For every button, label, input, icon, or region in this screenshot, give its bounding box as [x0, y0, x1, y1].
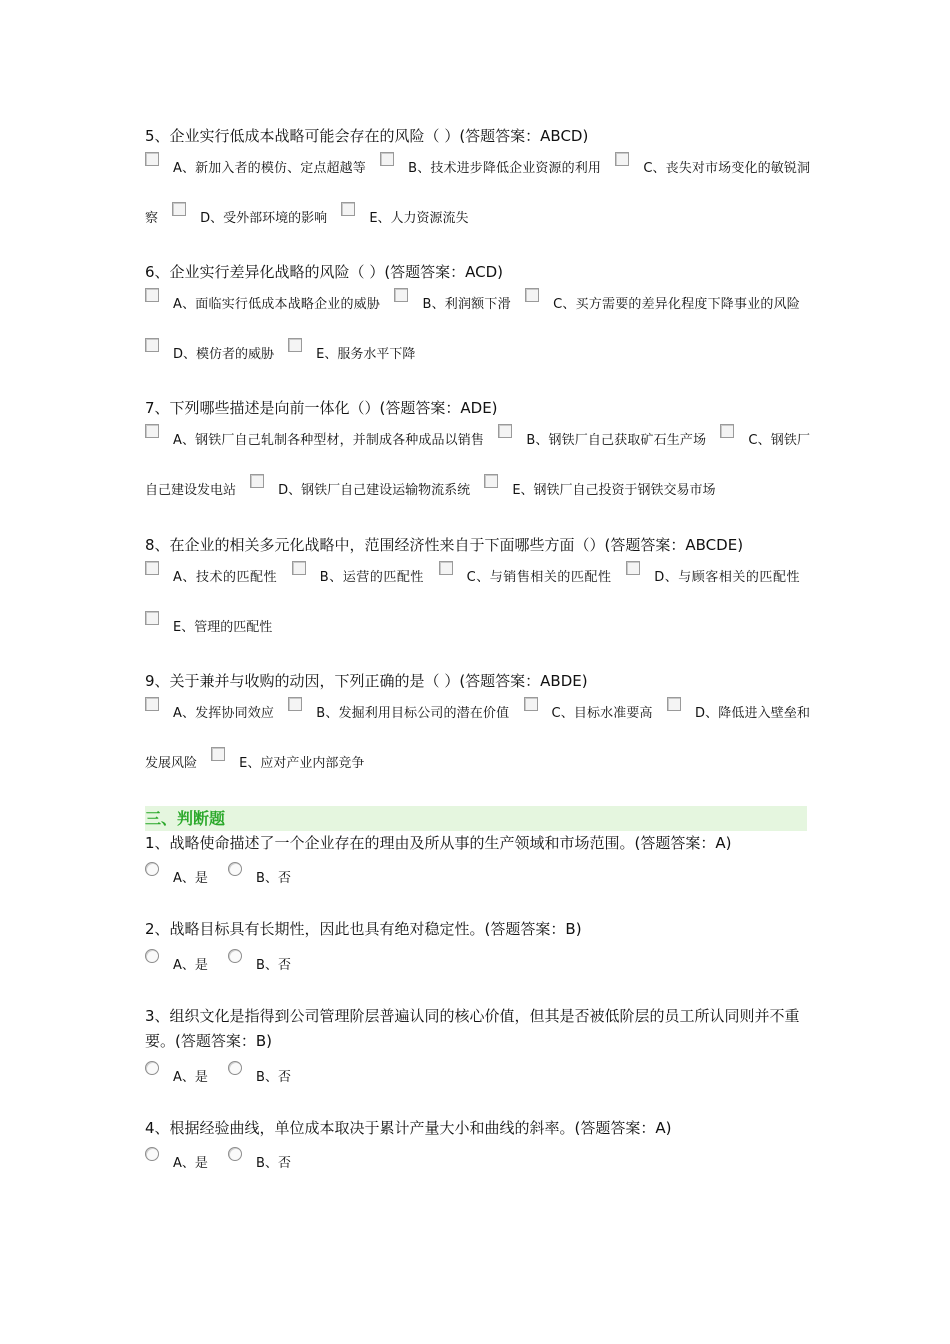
checkbox-6c[interactable]	[525, 288, 539, 302]
option-9a: A、发挥协同效应	[173, 706, 274, 721]
judgment-3: 3、组织文化是指得到公司管理阶层普遍认同的核心价值，但其是否被低阶层的员工所认同则并不重要。(答题答案：B)	[145, 1007, 800, 1050]
radio-2b[interactable]	[228, 949, 242, 963]
option-6e: E、服务水平下降	[316, 347, 416, 362]
judgment-1-option-b: B、否	[256, 871, 291, 886]
checkbox-8b[interactable]	[292, 561, 306, 575]
question-6-options	[145, 280, 810, 380]
judgment-1-option-a: A、是	[173, 871, 208, 886]
option-6d: D、模仿者的威胁	[173, 347, 275, 362]
option-8c: C、与销售相关的匹配性	[466, 570, 612, 585]
option-8b: B、运营的匹配性	[319, 570, 424, 585]
question-7-options	[145, 416, 810, 516]
option-5b: B、技术进步降低企业资源的利用	[408, 161, 602, 176]
option-9b: B、发掘利用目标公司的潜在价值	[316, 706, 510, 721]
checkbox-9d[interactable]	[667, 697, 681, 711]
checkbox-8d[interactable]	[626, 561, 640, 575]
checkbox-9b[interactable]	[288, 697, 302, 711]
judgment-4-option-a: A、是	[173, 1156, 208, 1171]
option-7a: A、钢铁厂自己轧制各种型材，并制成各种成品以销售	[173, 433, 485, 448]
option-5e: E、人力资源流失	[369, 211, 469, 226]
checkbox-8c[interactable]	[439, 561, 453, 575]
option-5d: D、受外部环境的影响	[200, 211, 328, 226]
checkbox-6d[interactable]	[145, 338, 159, 352]
checkbox-7b[interactable]	[498, 424, 512, 438]
option-8e: E、管理的匹配性	[173, 620, 273, 635]
judgment-2-option-a: A、是	[173, 958, 208, 973]
radio-1a[interactable]	[145, 862, 159, 876]
option-6a: A、面临实行低成本战略企业的威胁	[173, 297, 381, 312]
radio-4a[interactable]	[145, 1147, 159, 1161]
checkbox-8a[interactable]	[145, 561, 159, 575]
question-6: 6、企业实行差异化战略的风险（ ）(答题答案：ACD)	[145, 263, 504, 281]
option-6c: C、买方需要的差异化程度下降事业的风险	[553, 297, 801, 312]
checkbox-7c[interactable]	[720, 424, 734, 438]
judgment-2-options	[145, 949, 545, 978]
option-9e: E、应对产业内部竞争	[239, 756, 365, 771]
question-8-options	[145, 553, 810, 653]
judgment-3-options	[145, 1061, 545, 1090]
judgment-2-option-b: B、否	[256, 958, 291, 973]
checkbox-5b[interactable]	[380, 152, 394, 166]
question-9-options	[145, 689, 810, 789]
option-6b: B、利润额下滑	[422, 297, 511, 312]
checkbox-7e[interactable]	[484, 474, 498, 488]
option-7d: D、钢铁厂自己建设运输物流系统	[278, 483, 471, 498]
option-5a: A、新加入者的模仿、定点超越等	[173, 161, 366, 176]
question-5-options	[145, 144, 810, 244]
judgment-1: 1、战略使命描述了一个企业存在的理由及所从事的生产领域和市场范围。(答题答案：A)	[145, 834, 732, 852]
checkbox-8e[interactable]	[145, 611, 159, 625]
option-9d: D、降低进入壁垒和发展风险	[145, 706, 811, 771]
judgment-3-option-b: B、否	[256, 1070, 291, 1085]
judgment-4: 4、根据经验曲线，单位成本取决于累计产量大小和曲线的斜率。(答题答案：A)	[145, 1119, 672, 1137]
option-5c: C、丧失对市场变化的敏锐洞察	[145, 161, 810, 226]
checkbox-5e[interactable]	[341, 202, 355, 216]
judgment-4-option-b: B、否	[256, 1156, 291, 1171]
judgment-2: 2、战略目标具有长期性，因此也具有绝对稳定性。(答题答案：B)	[145, 920, 582, 938]
checkbox-7a[interactable]	[145, 424, 159, 438]
radio-2a[interactable]	[145, 949, 159, 963]
checkbox-6b[interactable]	[394, 288, 408, 302]
question-7: 7、下列哪些描述是向前一体化（）(答题答案：ADE)	[145, 399, 498, 417]
question-8: 8、在企业的相关多元化战略中，范围经济性来自于下面哪些方面（）(答题答案：ABCDE)	[145, 536, 744, 554]
section-title: 三、判断题	[145, 809, 226, 828]
radio-1b[interactable]	[228, 862, 242, 876]
radio-3b[interactable]	[228, 1061, 242, 1075]
judgment-4-options	[145, 1147, 545, 1176]
checkbox-7d[interactable]	[250, 474, 264, 488]
question-5: 5、企业实行低成本战略可能会存在的风险（ ）(答题答案：ABCD)	[145, 127, 589, 145]
radio-3a[interactable]	[145, 1061, 159, 1075]
checkbox-9a[interactable]	[145, 697, 159, 711]
judgment-1-options	[145, 862, 545, 891]
checkbox-6e[interactable]	[288, 338, 302, 352]
checkbox-5d[interactable]	[172, 202, 186, 216]
checkbox-5c[interactable]	[615, 152, 629, 166]
option-7b: B、钢铁厂自己获取矿石生产场	[526, 433, 707, 448]
checkbox-6a[interactable]	[145, 288, 159, 302]
option-9c: C、目标水准要高	[551, 706, 653, 721]
option-7e: E、钢铁厂自己投资于钢铁交易市场	[512, 483, 716, 498]
checkbox-9e[interactable]	[211, 747, 225, 761]
option-8d: D、与顾客相关的匹配性	[654, 570, 801, 585]
option-7c: C、钢铁厂自己建设发电站	[145, 433, 810, 498]
question-9: 9、关于兼并与收购的动因，下列正确的是（ ）(答题答案：ABDE)	[145, 672, 588, 690]
checkbox-5a[interactable]	[145, 152, 159, 166]
radio-4b[interactable]	[228, 1147, 242, 1161]
section-header-bar	[145, 806, 807, 831]
checkbox-9c[interactable]	[524, 697, 538, 711]
judgment-3-option-a: A、是	[173, 1070, 208, 1085]
option-8a: A、技术的匹配性	[173, 570, 278, 585]
